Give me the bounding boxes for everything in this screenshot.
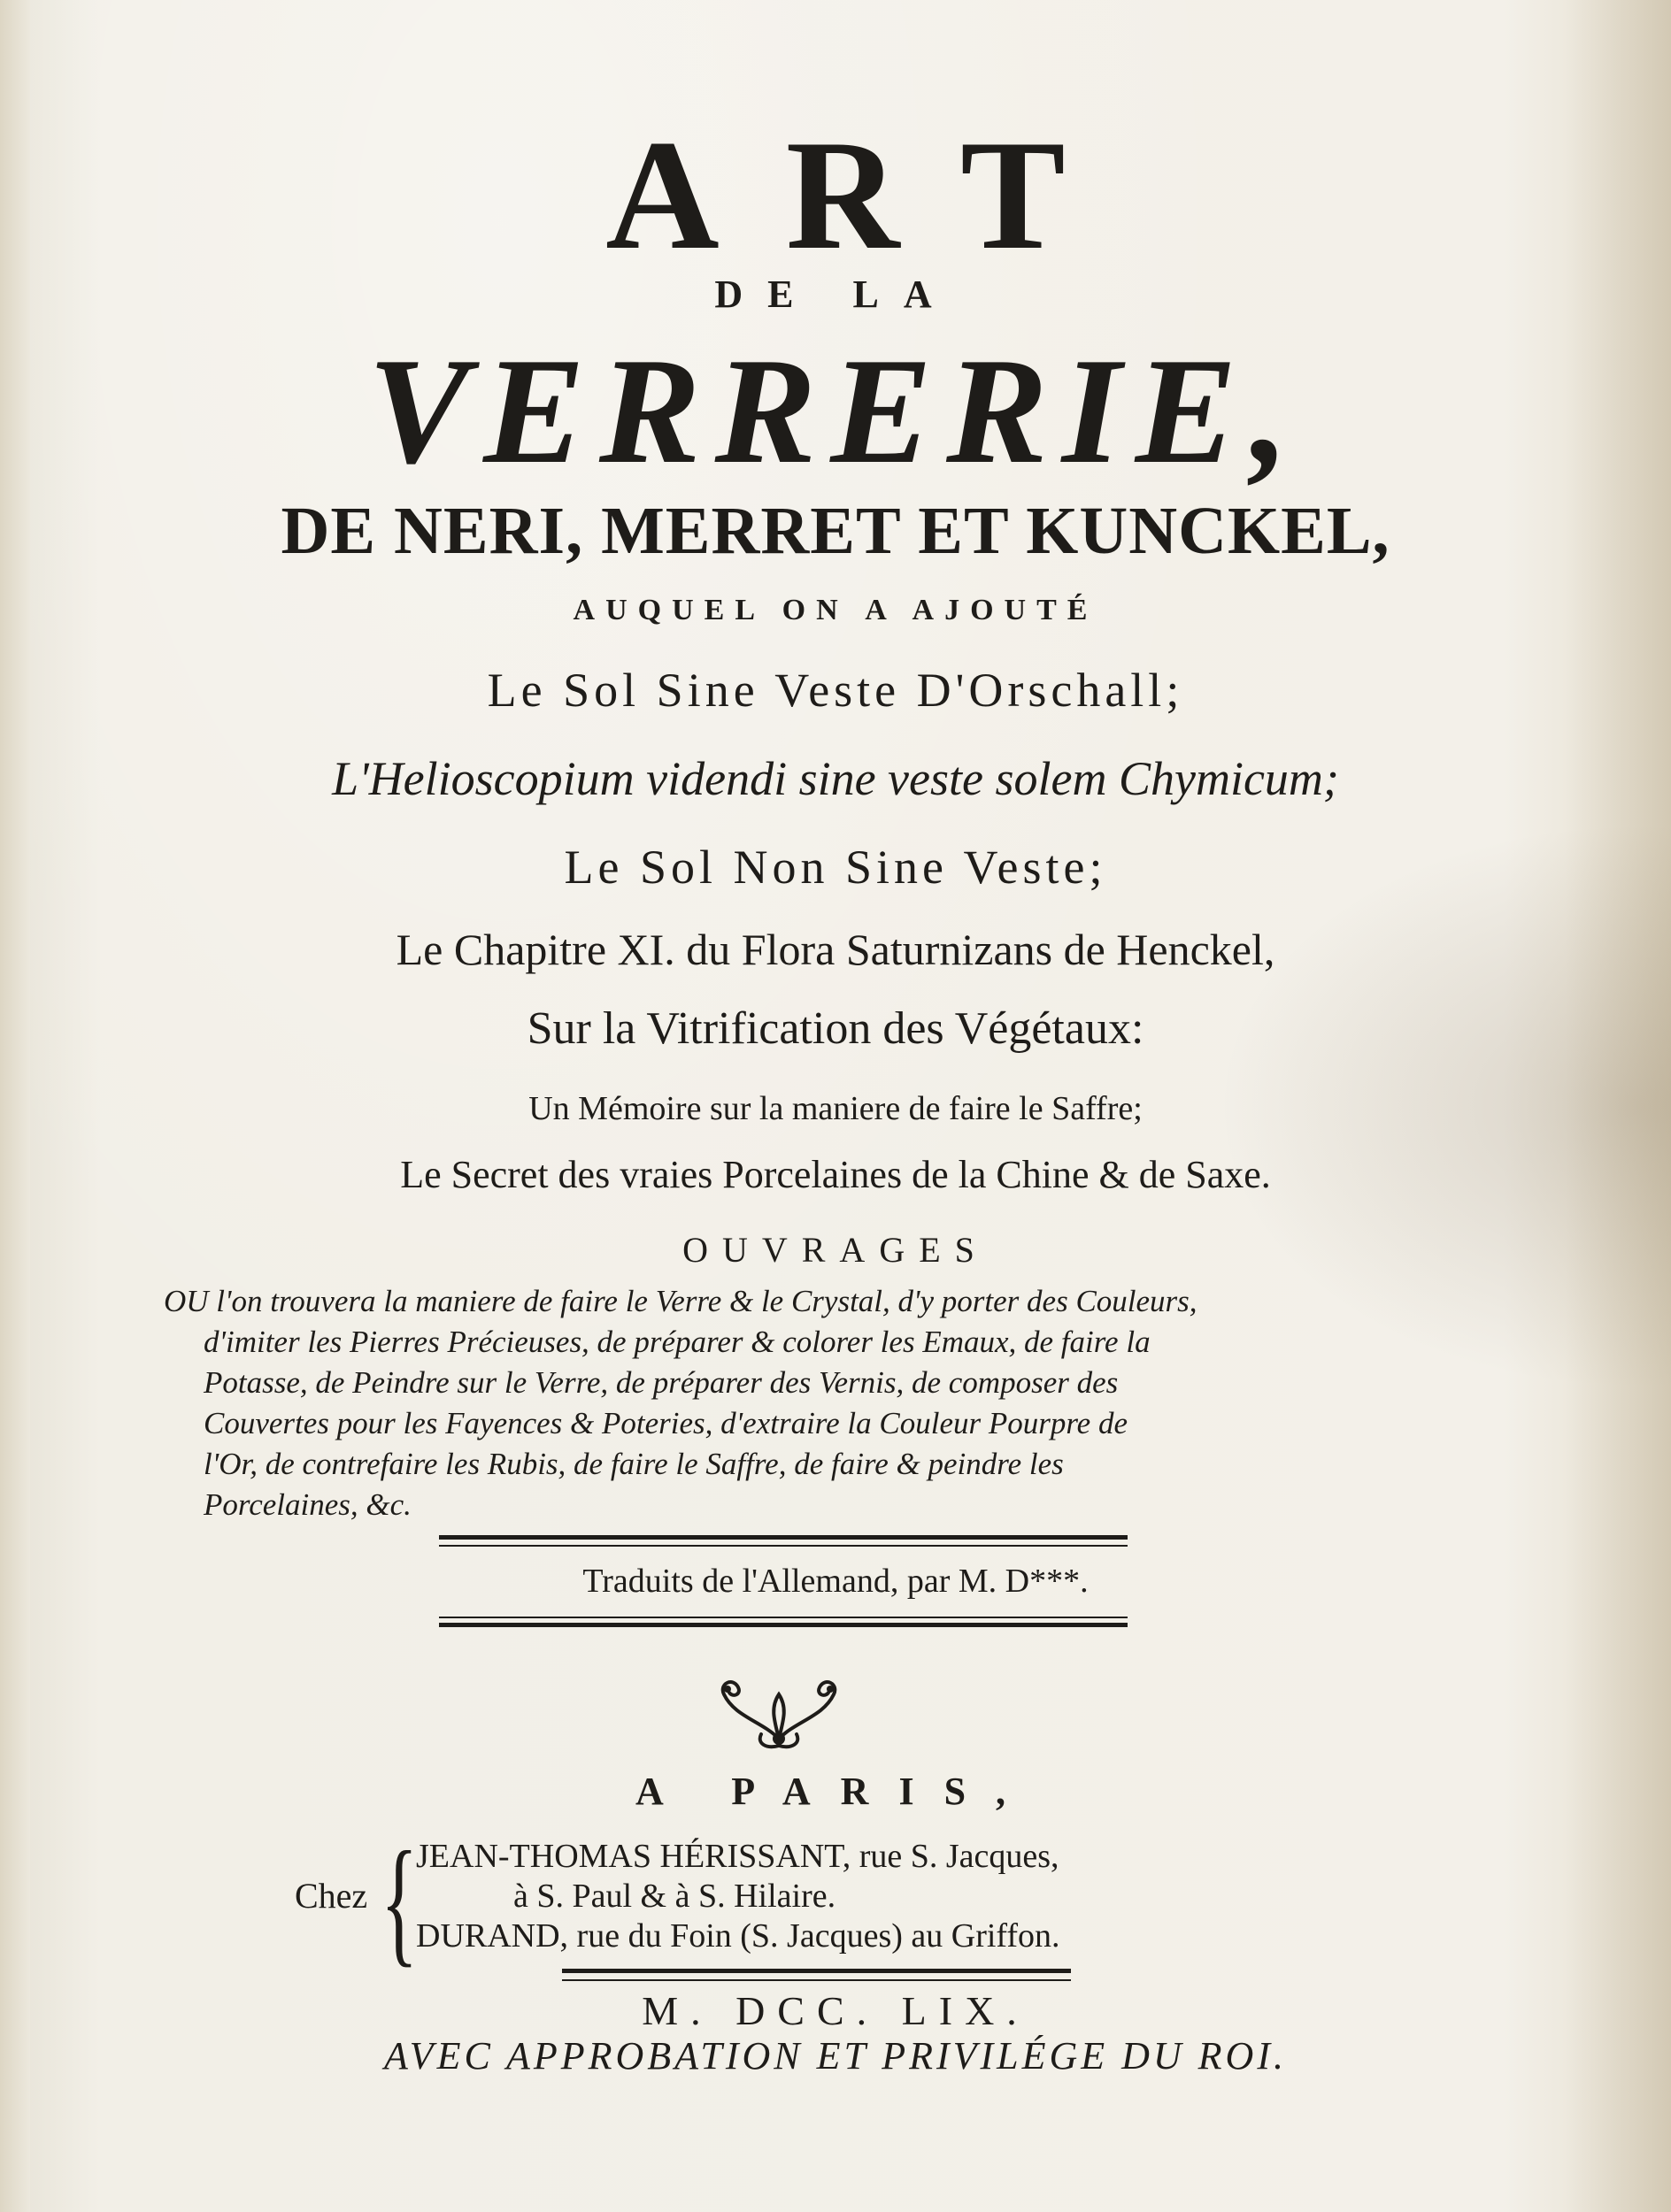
title-art: ART (605, 107, 1132, 282)
item-memoire: Un Mémoire sur la maniere de faire le Saffre; (528, 1090, 1143, 1127)
double-rule-imprint (562, 1969, 1071, 1973)
ouvrages-heading: OUVRAGES (682, 1230, 989, 1270)
brace-glyph: { (381, 1822, 419, 1979)
ouvrages-line: OU l'on trouvera la maniere de faire le Verre & le Crystal, d'y porter des Couleurs, (164, 1284, 1197, 1318)
privilege-line: AVEC APPROBATION ET PRIVILÉGE DU ROI. (384, 2034, 1287, 2078)
title-verrerie: VERRERIE, (367, 327, 1304, 495)
item-vitrification: Sur la Vitrification des Végétaux: (527, 1003, 1144, 1054)
item-sol-sine-veste: Le Sol Sine Veste D'Orschall; (487, 664, 1184, 717)
item-chapitre: Le Chapitre XI. du Flora Saturnizans de Henckel, (396, 925, 1275, 974)
fleuron-ornament-icon (708, 1668, 850, 1752)
item-secret: Le Secret des vraies Porcelaines de la Chine & de Saxe. (400, 1153, 1271, 1196)
ouvrages-line: l'Or, de contrefaire les Rubis, de faire le Saffre, de faire & peindre les (204, 1447, 1064, 1481)
publication-date: M. DCC. LIX. (642, 1988, 1029, 2033)
translator-line: Traduits de l'Allemand, par M. D***. (582, 1563, 1089, 1600)
publisher-line-3: DURAND, rue du Foin (S. Jacques) au Griffon. (416, 1917, 1060, 1955)
ouvrages-line: Porcelaines, &c. (204, 1487, 412, 1522)
double-rule-imprint-thin (562, 1979, 1071, 1981)
ouvrages-description (164, 1281, 1398, 1525)
title-de-la: DE LA (714, 273, 957, 316)
ouvrages-line: Couvertes pour les Fayences & Poteries, d'extraire la Couleur Pourpre de (204, 1406, 1128, 1440)
double-rule-top-thin (439, 1545, 1128, 1547)
double-rule-top (439, 1535, 1128, 1540)
double-rule-bottom-thin (439, 1617, 1128, 1618)
double-rule-bottom (439, 1623, 1128, 1627)
ouvrages-line: Potasse, de Peindre sur le Verre, de préparer des Vernis, de composer des (204, 1365, 1119, 1400)
item-helioscopium: L'Helioscopium videndi sine veste solem Chymicum; (332, 752, 1339, 805)
added-intro: AUQUEL ON A AJOUTÉ (573, 594, 1098, 626)
item-sol-non-sine-veste: Le Sol Non Sine Veste; (564, 841, 1107, 894)
publisher-line-2: à S. Paul & à S. Hilaire. (513, 1878, 836, 1915)
ouvrages-line: d'imiter les Pierres Précieuses, de préparer & colorer les Emaux, de faire la (204, 1325, 1151, 1359)
authors-line: DE NERI, MERRET ET KUNCKEL, (281, 494, 1390, 568)
place-of-publication: A PARIS, (635, 1770, 1036, 1813)
chez-label: Chez (295, 1876, 368, 1916)
publisher-line-1: JEAN-THOMAS HÉRISSANT, rue S. Jacques, (416, 1838, 1059, 1875)
